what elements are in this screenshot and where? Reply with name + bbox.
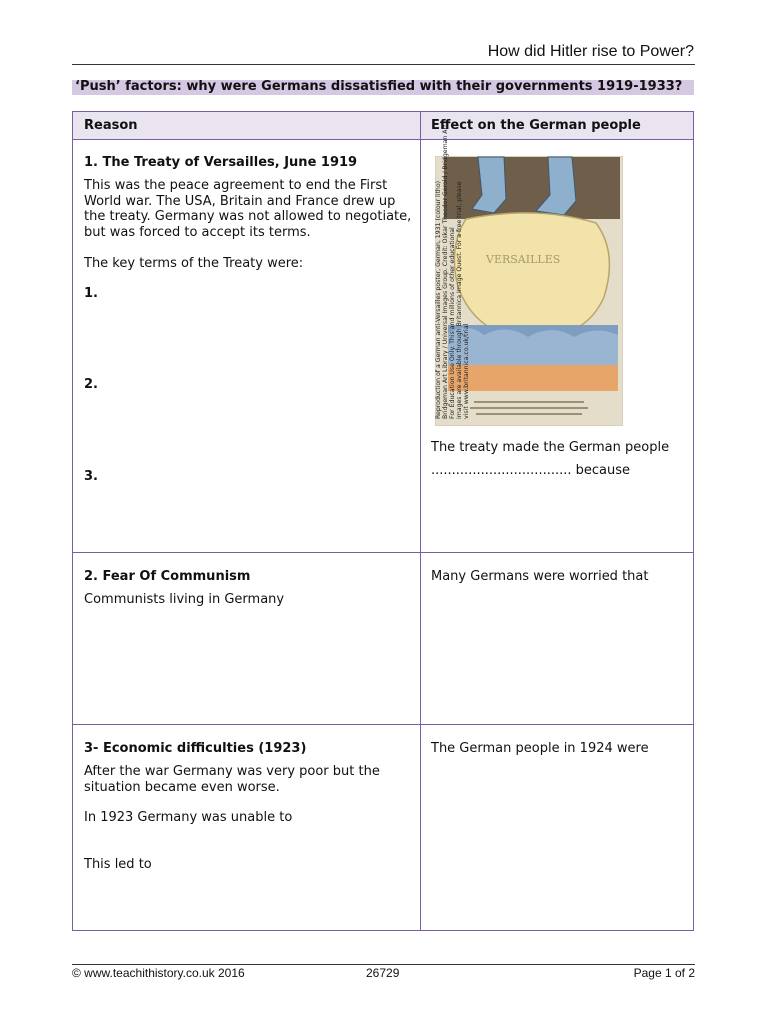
row1-title: 1. The Treaty of Versailles, June 1919 [84,155,358,170]
footer-page-number: Page 1 of 2 [633,966,695,980]
row2-effect-text: Many Germans were worried that [431,569,649,584]
section-heading: ‘Push’ factors: why were Germans dissatisfied with their governments 1919-1933? [75,79,683,94]
svg-text:images are available through B: images are available through Britannica Image Quest. For a free trial, please [456,181,463,419]
column-header-reason: Reason [84,118,138,133]
svg-text:For Education Use Only. This a: For Education Use Only. This and millions of other educational [449,227,456,419]
row2-reason-text: Communists living in Germany [84,592,285,607]
row1-key-terms-intro: The key terms of the Treaty were: [84,256,304,271]
svg-text:VERSAILLES: VERSAILLES [486,253,561,266]
row1-reason-text: This was the peace agreement to end the First World war. The USA, Britain and France drew up the treaty. Germany was not allowed to negotiate, but was forced to accept its terms. [84,178,412,240]
svg-text:Bridgeman Art Library / Univer: Bridgeman Art Library / Universal Images Group. Credit: Oskar Theodor Gerold / Bridgeman Art [442,124,449,419]
footer-divider [72,964,695,965]
row1-effect-line2: .................................. because [431,463,631,478]
row3-reason-text: After the war Germany was very poor but the situation became even worse. [84,764,380,795]
row-divider [73,724,693,725]
row3-reason-line4: This led to [84,857,152,872]
reasons-table [72,111,694,931]
row1-item-1: 1. [84,286,98,301]
row3-effect-text: The German people in 1924 were [431,741,649,756]
column-header-effect: Effect on the German people [431,118,641,133]
svg-text:visit www.britannica.co.uk/tri: visit www.britannica.co.uk/trial [463,323,470,419]
header-divider [72,64,695,65]
footer-code: 26729 [366,966,400,980]
column-divider [420,112,421,930]
row1-item-2: 2. [84,377,98,392]
row1-effect-line1: The treaty made the German people [431,440,670,455]
row-divider [73,139,693,140]
row2-title: 2. Fear Of Communism [84,569,251,584]
page-title: How did Hitler rise to Power? [487,43,694,60]
section-heading-banner [72,80,694,95]
svg-text:Reproduction of a German anti-: Reproduction of a German anti-Versailles poster, German, 1931 (colour litho) [435,180,442,419]
row3-title: 3- Economic difficulties (1923) [84,741,307,756]
row-divider [73,552,693,553]
row3-reason-line3: In 1923 Germany was unable to [84,810,293,825]
footer-copyright: © www.teachithistory.co.uk 2016 [72,966,245,980]
row1-item-3: 3. [84,469,98,484]
